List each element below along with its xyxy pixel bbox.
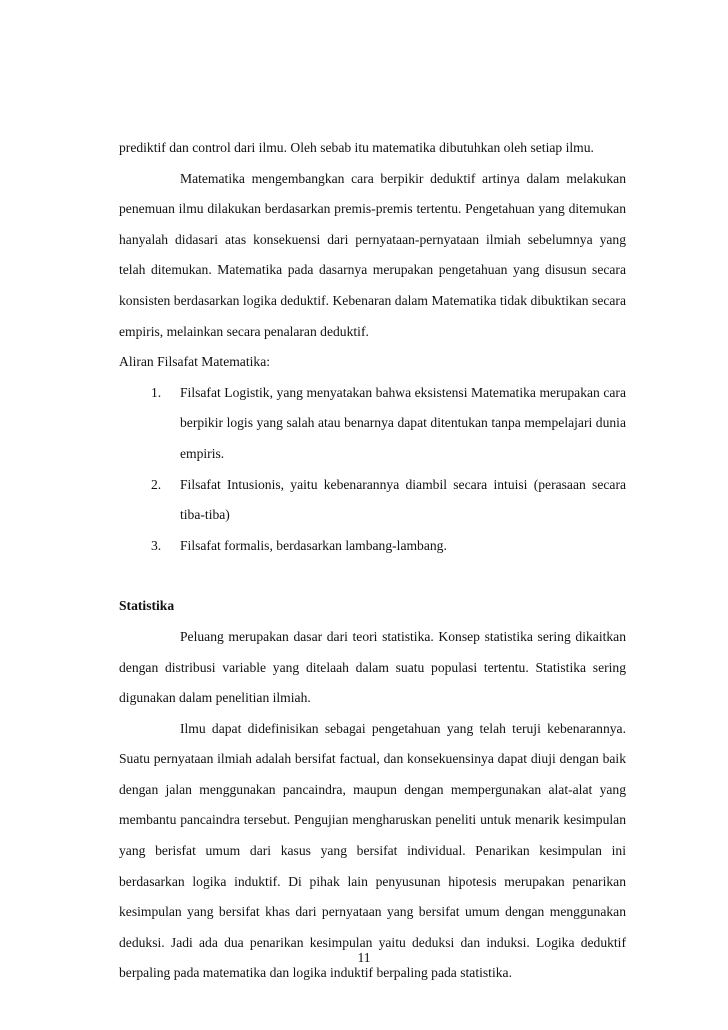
list-item-text: Filsafat Logistik, yang menyatakan bahwa eksistensi Matematika merupakan cara berpikir logis yang salah atau benarnya dapat ditentukan tanpa mempelajari dunia empiris. [180,384,626,461]
list-item-number: 2. [151,476,162,492]
list-item [119,531,626,562]
list-item-text: Filsafat Intusionis, yaitu kebenarannya diambil secara intuisi (perasaan secara tiba-tiba) [180,476,626,523]
document-page [119,133,626,989]
paragraph-peluang: Peluang merupakan dasar dari teori statistika. Konsep statistika sering dikaitkan dengan distribusi variable yang ditelaah dalam suatu populasi tertentu. Statistika sering digunakan dalam penelitian ilmiah. [119,628,626,706]
list-item-number: 3. [151,537,162,553]
aliran-list [119,378,626,562]
list-item-number: 1. [151,384,162,400]
section-heading-statistika: Statistika [119,598,175,614]
list-item [119,378,626,470]
aliran-label: Aliran Filsafat Matematika: [119,354,270,370]
list-item-text: Filsafat formalis, berdasarkan lambang-lambang. [180,537,447,553]
page-number: 11 [357,950,371,965]
paragraph-continuation: prediktif dan control dari ilmu. Oleh sebab itu matematika dibutuhkan oleh setiap ilmu. [119,140,594,155]
paragraph-ilmu: Ilmu dapat didefinisikan sebagai pengetahuan yang telah teruji kebenarannya. Suatu pernyataan ilmiah adalah bersifat factual, dan konsekuensinya dapat diuji dengan baik dengan jalan menggunakan pancaindra, maupun dengan mempergunakan alat-alat yang membantu pancaindra tersebut. Pengujian mengharuskan peneliti untuk menarik kesimpulan yang berisfat umum dari kasus yang bersifat individual. Penarikan kesimpulan ini berdasarkan logika induktif. Di pihak lain penyusunan hipotesis merupakan penarikan kesimpulan yang bersifat khas dari pernyataan yang bersifat umum dengan menggunakan deduksi. Jadi ada dua penarikan kesimpulan yaitu deduksi dan induksi. Logika deduktif berpaling pada matematika dan logika induktif berpaling pada statistika. [119,720,626,981]
paragraph-deductive: Matematika mengembangkan cara berpikir deduktif artinya dalam melakukan penemuan ilmu dilakukan berdasarkan premis-premis tertentu. Pengetahuan yang ditemukan hanyalah didasari atas konsekuensi dari pernyataan-pernyataan ilmiah sebelumnya yang telah ditemukan. Matematika pada dasarnya merupakan pengetahuan yang disusun secara konsisten berdasarkan logika deduktif. Kebenaran dalam Matematika tidak dibuktikan secara empiris, melainkan secara penalaran deduktif. [119,170,626,339]
section-spacer [119,561,626,591]
list-item [119,470,626,531]
